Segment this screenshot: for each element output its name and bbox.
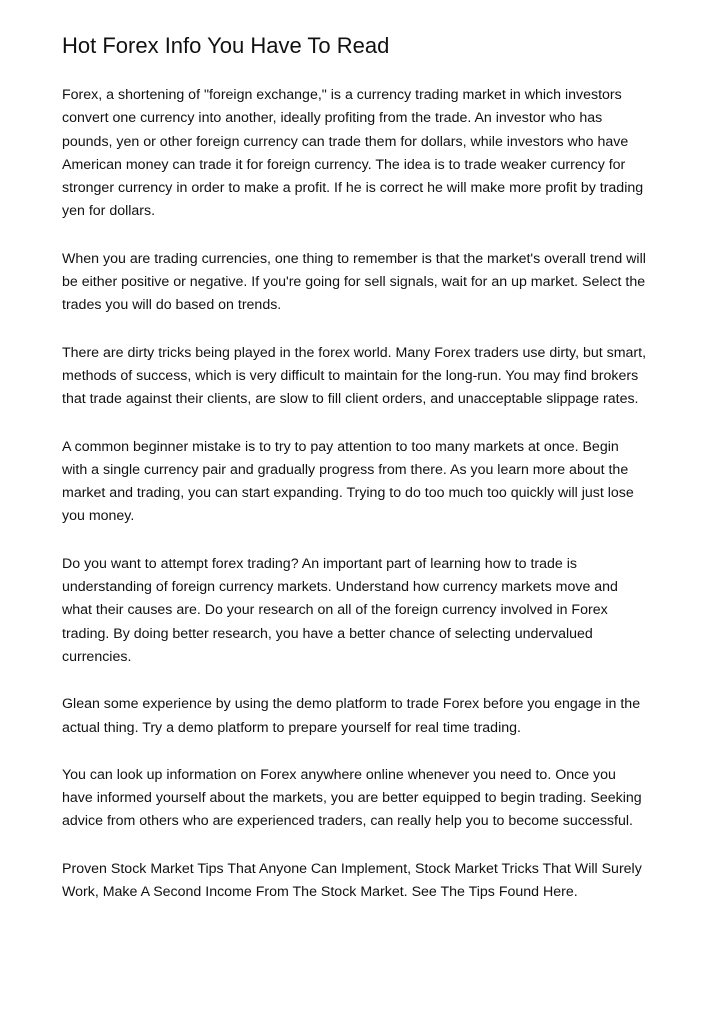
paragraph-line: understanding of foreign currency markets. Understand how currency markets move and	[62, 579, 618, 596]
document-body	[62, 32, 670, 928]
paragraph-line: Glean some experience by using the demo platform to trade Forex before you engage in the	[62, 696, 641, 713]
paragraph	[62, 248, 670, 318]
paragraph	[62, 693, 670, 740]
paragraph-line: Forex, a shortening of "foreign exchange," is a currency trading market in which investors	[62, 87, 622, 103]
paragraph-line: with a single currency pair and gradually progress from there. As you learn more about the	[62, 461, 629, 478]
paragraph	[62, 764, 670, 834]
paragraph-line: methods of success, which is very difficult to maintain for the long-run. You may find brokers	[62, 367, 639, 384]
paragraph	[62, 553, 670, 669]
paragraph-line: stronger currency in order to make a profit. If he is correct he will make more profit by trading	[62, 180, 644, 197]
paragraph-line: advice from others who are experienced traders, can really help you to become successful.	[62, 813, 633, 830]
paragraph-line: trades you will do based on trends.	[62, 297, 282, 314]
paragraph-line: When you are trading currencies, one thing to remember is that the market's overall trend will	[62, 250, 646, 267]
paragraph-line: market and trading, you can start expanding. Trying to do too much too quickly will just lose	[62, 485, 634, 502]
paragraph-line: you money.	[62, 508, 135, 525]
paragraph	[62, 84, 670, 224]
paragraph-line: that trade against their clients, are slow to fill client orders, and unacceptable slippage rates.	[62, 391, 639, 408]
paragraph-line: You can look up information on Forex anywhere online whenever you need to. Once you	[62, 766, 616, 783]
paragraph-line: convert one currency into another, ideally profiting from the trade. An investor who has	[62, 110, 603, 127]
paragraph-line: yen for dollars.	[62, 203, 156, 220]
paragraph-line: A common beginner mistake is to try to pay attention to too many markets at once. Begin	[62, 438, 619, 455]
paragraph	[62, 342, 670, 412]
paragraph-line: currencies.	[62, 648, 132, 665]
paragraph-line: Do you want to attempt forex trading? An important part of learning how to trade is	[62, 555, 577, 572]
paragraph-line: Work, Make A Second Income From The Stock Market. See The Tips Found Here.	[62, 884, 578, 901]
paragraph-line: pounds, yen or other foreign currency can trade them for dollars, while investors who have	[62, 133, 629, 150]
paragraph-line: Proven Stock Market Tips That Anyone Can Implement, Stock Market Tricks That Will Surely	[62, 860, 642, 877]
paragraph-line: American money can trade it for foreign currency. The idea is to trade weaker currency for	[62, 156, 626, 173]
paragraph-line: what their causes are. Do your research on all of the foreign currency involved in Forex	[62, 602, 608, 619]
paragraph	[62, 858, 670, 905]
paragraph	[62, 436, 670, 529]
paragraph-line: actual thing. Try a demo platform to prepare yourself for real time trading.	[62, 719, 521, 736]
page-title: Hot Forex Info You Have To Read	[62, 33, 390, 58]
paragraph-line: have informed yourself about the markets, you are better equipped to begin trading. Seeking	[62, 790, 642, 807]
paragraph-line: trading. By doing better research, you have a better chance of selecting undervalued	[62, 625, 593, 642]
paragraph-line: be either positive or negative. If you're going for sell signals, wait for an up market. Select the	[62, 274, 646, 291]
paragraph-line: There are dirty tricks being played in the forex world. Many Forex traders use dirty, but smart,	[62, 344, 647, 361]
